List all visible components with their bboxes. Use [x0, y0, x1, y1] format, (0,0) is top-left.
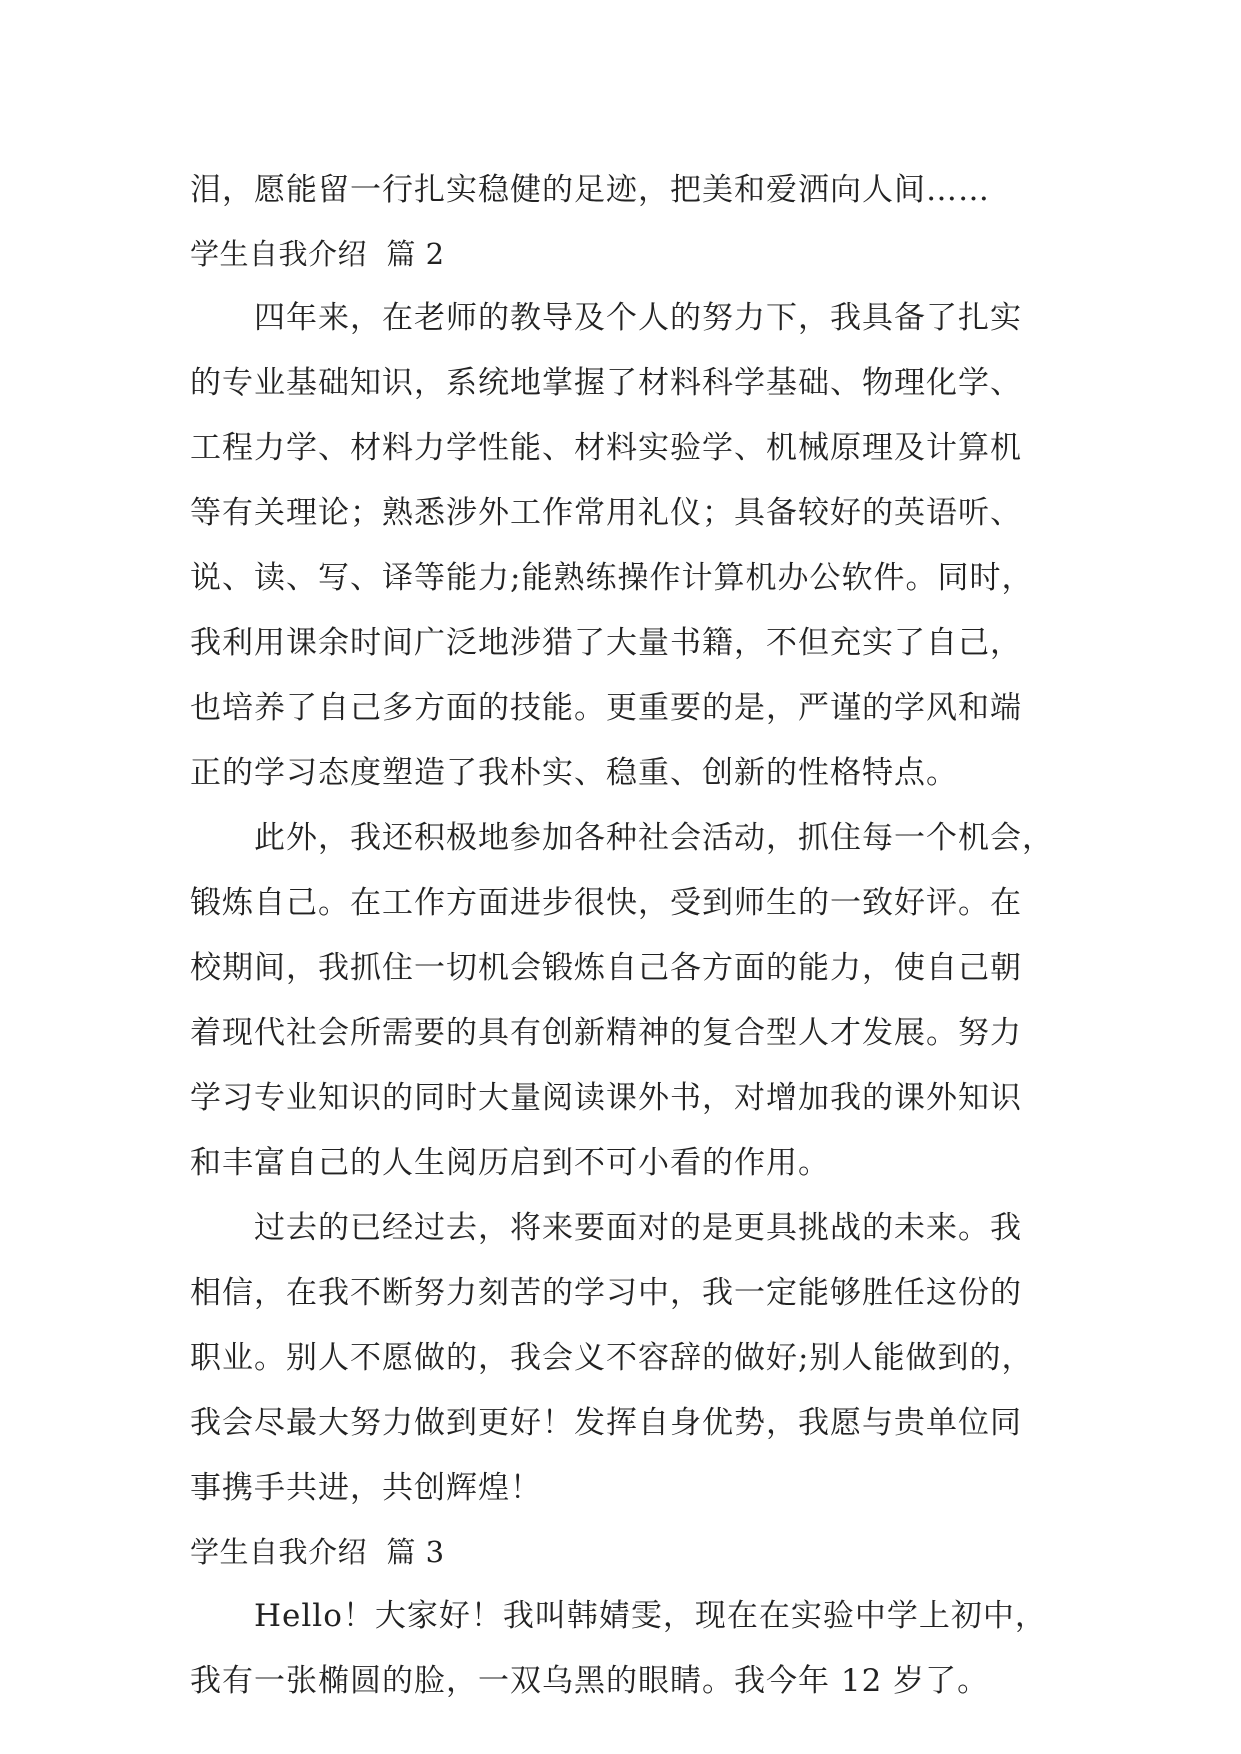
paragraph-line: 和丰富自己的人生阅历启到不可小看的作用。: [190, 1145, 830, 1181]
paragraph-line: 的专业基础知识，系统地掌握了材料科学基础、物理化学、: [190, 365, 1022, 401]
paragraph-line: 过去的已经过去，将来要面对的是更具挑战的未来。我: [254, 1210, 1022, 1246]
paragraph-line: 着现代社会所需要的具有创新精神的复合型人才发展。努力: [190, 1015, 1022, 1051]
section-heading: 学生自我介绍 篇 3: [190, 1535, 445, 1569]
paragraph-line: 我利用课余时间广泛地涉猎了大量书籍，不但充实了自己，: [190, 625, 1022, 661]
paragraph-line: 我会尽最大努力做到更好！发挥自身优势，我愿与贵单位同: [190, 1405, 1022, 1441]
section-heading: 学生自我介绍 篇 2: [190, 237, 445, 271]
paragraph-line: 锻炼自己。在工作方面进步很快，受到师生的一致好评。在: [190, 885, 1022, 921]
paragraph-line: 我有一张椭圆的脸，一双乌黑的眼睛。我今年 12 岁了。: [190, 1663, 990, 1699]
paragraph-line: 等有关理论；熟悉涉外工作常用礼仪；具备较好的英语听、: [190, 495, 1022, 531]
paragraph-line: 此外，我还积极地参加各种社会活动，抓住每一个机会，: [254, 820, 1054, 856]
paragraph-line: 正的学习态度塑造了我朴实、稳重、创新的性格特点。: [190, 755, 958, 791]
paragraph-line: 学习专业知识的同时大量阅读课外书，对增加我的课外知识: [190, 1080, 1022, 1116]
paragraph-line: 也培养了自己多方面的技能。更重要的是，严谨的学风和端: [190, 690, 1022, 726]
paragraph-line: 四年来，在老师的教导及个人的努力下，我具备了扎实: [254, 300, 1022, 336]
paragraph-line: 职业。别人不愿做的，我会义不容辞的做好;别人能做到的，: [190, 1340, 1034, 1376]
paragraph-line: 说、读、写、译等能力;能熟练操作计算机办公软件。同时，: [190, 560, 1034, 596]
paragraph-line: 工程力学、材料力学性能、材料实验学、机械原理及计算机: [190, 430, 1022, 466]
paragraph-line: Hello！大家好！我叫韩婧雯，现在在实验中学上初中，: [254, 1598, 1047, 1634]
paragraph-line: 相信，在我不断努力刻苦的学习中，我一定能够胜任这份的: [190, 1275, 1022, 1311]
paragraph-line: 泪，愿能留一行扎实稳健的足迹，把美和爱洒向人间……: [190, 172, 990, 208]
paragraph-line: 事携手共进，共创辉煌！: [190, 1470, 542, 1506]
document-body: [190, 158, 1070, 1714]
paragraph-line: 校期间，我抓住一切机会锻炼自己各方面的能力，使自己朝: [190, 950, 1022, 986]
